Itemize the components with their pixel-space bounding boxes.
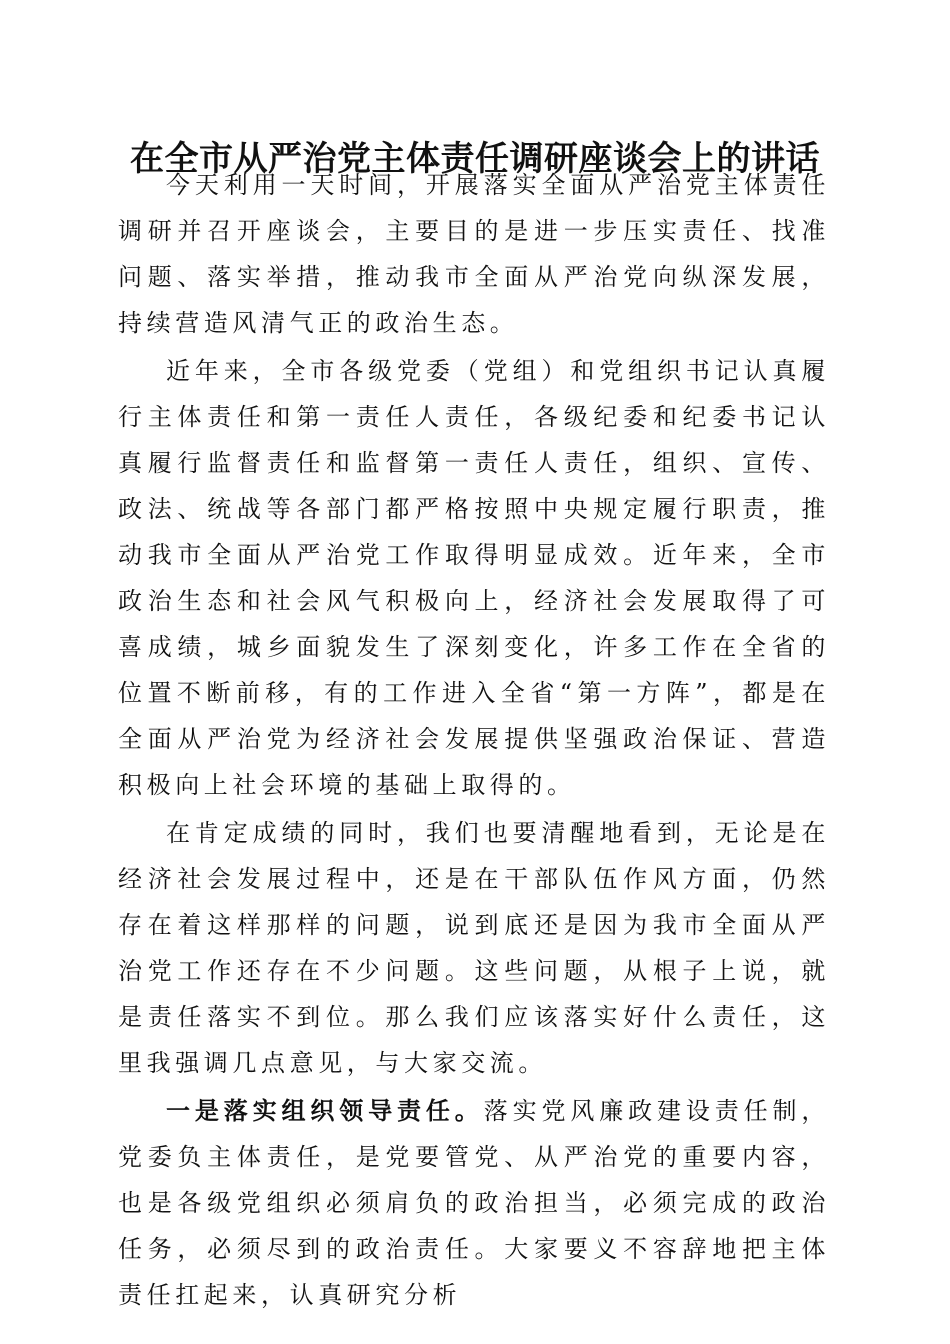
paragraph-intro <box>118 162 830 346</box>
paragraph-lead-heading: 一是落实组织领导责任。 <box>166 1096 484 1125</box>
document-title: 在全市从严治党主体责任调研座谈会上的讲话 <box>130 139 820 179</box>
paragraph-text: 在肯定成绩的同时，我们也要清醒地看到，无论是在经济社会发展过程中，还是在干部队伍作风方面，仍然存在着这样那样的问题，说到底还是因为我市全面从严治党工作还存在不少问题。这些问题，从根子上说，就是责任落实不到位。那么我们应该落实好什么责任，这里我强调几点意见，与大家交流。 <box>118 819 830 1077</box>
paragraph-text: 落实党风廉政建设责任制，党委负主体责任，是党要管党、从严治党的重要内容，也是各级党组织必须肩负的政治担当，必须完成的政治任务，必须尽到的政治责任。大家要义不容辞地把主体责任扛起来，认真研究分析 <box>118 1097 830 1309</box>
paragraph-achievements <box>118 348 830 808</box>
paragraph-problems <box>118 810 830 1086</box>
paragraph-text: 今天利用一天时间，开展落实全面从严治党主体责任调研并召开座谈会，主要目的是进一步压实责任、找准问题、落实举措，推动我市全面从严治党向纵深发展，持续营造风清气正的政治生态。 <box>118 171 830 337</box>
paragraph-point-one <box>118 1088 830 1318</box>
document-body <box>118 162 830 1320</box>
paragraph-text: 近年来，全市各级党委（党组）和党组织书记认真履行主体责任和第一责任人责任，各级纪委和纪委书记认真履行监督责任和监督第一责任人责任，组织、宣传、政法、统战等各部门都严格按照中央规定履行职责，推动我市全面从严治党工作取得明显成效。近年来，全市政治生态和社会风气积极向上，经济社会发展取得了可喜成绩，城乡面貌发生了深刻变化，许多工作在全省的位置不断前移，有的工作进入全省“第一方阵”，都是在全面从严治党为经济社会发展提供坚强政治保证、营造积极向上社会环境的基础上取得的。 <box>118 357 830 799</box>
